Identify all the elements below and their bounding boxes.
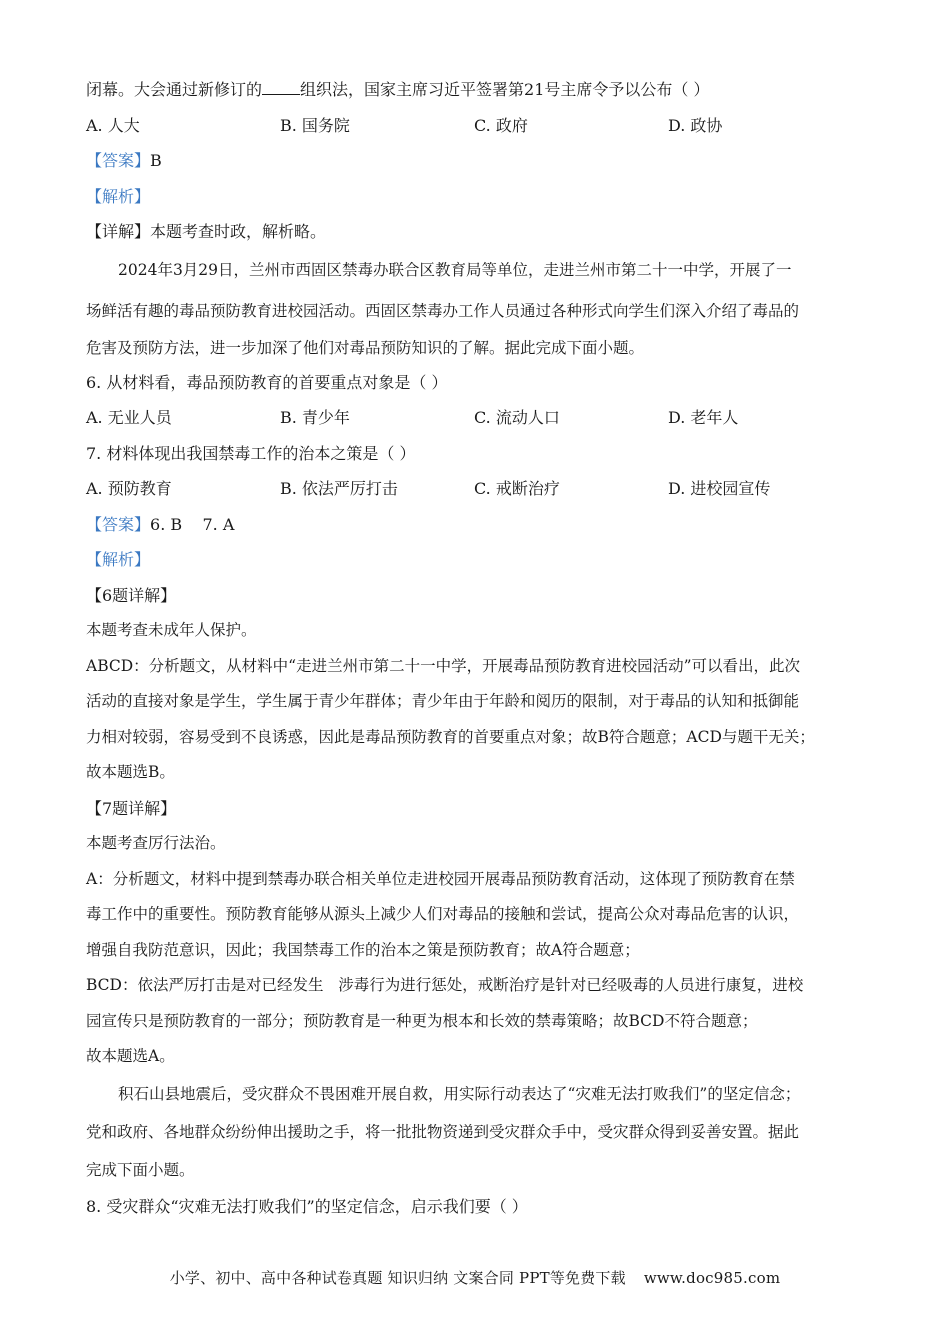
- q7-options: [86, 471, 866, 507]
- analysis-tag: 【解析】: [86, 550, 151, 569]
- detail7-line: 本题考查厉行法治。: [86, 834, 226, 852]
- q7-option-d: D. 进校园宣传: [668, 479, 771, 498]
- material1-line: 危害及预防方法，进一步加深了他们对毒品预防知识的了解。据此完成下面小题。: [86, 338, 645, 357]
- analysis-tag: 【解析】: [86, 186, 151, 206]
- answer-tag: 【答案】: [86, 514, 151, 534]
- q5-stem: [86, 72, 866, 108]
- q8-stem: 8. 受灾群众“灾难无法打败我们”的坚定信念，启示我们要（ ）: [86, 1196, 528, 1216]
- material1-line: 场鲜活有趣的毒品预防教育进校园活动。西固区禁毒办工作人员通过各种形式向学生们深入介绍了毒品的: [86, 301, 800, 320]
- footer-url[interactable]: www.doc985.com: [643, 1269, 781, 1287]
- detail6-line: 活动的直接对象是学生，学生属于青少年群体；青少年由于年龄和阅历的限制，对于毒品的认知和抵御能: [86, 692, 800, 710]
- material1-line: 2024年3月29日，兰州市西固区禁毒办联合区教育局等单位，走进兰州市第二十一中学，开展了一: [118, 260, 792, 279]
- detail7-heading: 【7题详解】: [86, 798, 177, 818]
- detail7-line: A：分析题文，材料中提到禁毒办联合相关单位走进校园开展毒品预防教育活动，这体现了预防教育在禁: [86, 869, 795, 888]
- answer-value: 6. B 7. A: [150, 514, 235, 534]
- q7-option-a: A. 预防教育: [86, 479, 172, 498]
- detail6-line: 力相对较弱，容易受到不良诱惑，因此是毒品预防教育的首要重点对象；故B符合题意；ACD与题干无关；: [86, 727, 815, 746]
- q6-7-analysis: [86, 542, 866, 578]
- q6-option-c: C. 流动人口: [474, 408, 560, 427]
- q7-option-b: B. 依法严厉打击: [280, 479, 398, 498]
- answer-value: B: [150, 151, 162, 170]
- q6-7-answer: [86, 507, 866, 543]
- q7-option-c: C. 戒断治疗: [474, 479, 560, 498]
- detail7-line: 毒工作中的重要性。预防教育能够从源头上减少人们对毒品的接触和尝试，提高公众对毒品危害的认识，: [86, 905, 800, 923]
- detail7-line: 故本题选A。: [86, 1047, 175, 1065]
- q7-stem: 7. 材料体现出我国禁毒工作的治本之策是（ ）: [86, 443, 416, 463]
- detail7-line: 增强自我防范意识，因此；我国禁毒工作的治本之策是预防教育；故A符合题意；: [86, 940, 640, 959]
- page-footer: [0, 1267, 950, 1288]
- detail7-line: 园宣传只是预防教育的一部分；预防教育是一种更为根本和长效的禁毒策略；故BCD不符合题意；: [86, 1011, 758, 1030]
- answer-tag: 【答案】: [86, 151, 151, 170]
- detail6-line: ABCD：分析题文，从材料中“走进兰州市第二十一中学，开展毒品预防教育进校园活动”可以看出，此次: [86, 656, 801, 675]
- q6-option-b: B. 青少年: [280, 408, 350, 427]
- material2-line: 积石山县地震后，受灾群众不畏困难开展自救，用实际行动表达了“灾难无法打败我们”的坚定信念；: [118, 1084, 801, 1103]
- q6-options: [86, 400, 866, 436]
- q5-option-c: C. 政府: [474, 115, 528, 135]
- material2-line: 完成下面小题。: [86, 1160, 195, 1179]
- q5-option-d: D. 政协: [668, 115, 723, 135]
- q5-option-a: A. 人大: [86, 115, 140, 135]
- detail6-line: 本题考查未成年人保护。: [86, 621, 257, 639]
- q5-option-b: B. 国务院: [280, 115, 350, 135]
- detail6-heading: 【6题详解】: [86, 585, 177, 605]
- fill-blank: [262, 80, 300, 95]
- detail6-line: 故本题选B。: [86, 763, 175, 781]
- q5-stem-after: 组织法，国家主席习近平签署第21号主席令予以公布（ ）: [300, 80, 710, 99]
- document-body: [86, 72, 866, 1224]
- q5-stem-before: 闭幕。大会通过新修订的: [86, 80, 263, 99]
- material2-line: 党和政府、各地群众纷纷伸出援助之手，将一批批物资递到受灾群众手中，受灾群众得到妥善安置。据此: [86, 1122, 800, 1141]
- q5-answer: [86, 143, 866, 179]
- q6-option-d: D. 老年人: [668, 408, 739, 427]
- q5-detail: 【详解】本题考查时政，解析略。: [86, 222, 327, 241]
- q5-analysis: [86, 179, 866, 215]
- q6-stem: 6. 从材料看，毒品预防教育的首要重点对象是（ ）: [86, 372, 448, 392]
- detail7-line: BCD：依法严厉打击是对已经发生 涉毒行为进行惩处，戒断治疗是针对已经吸毒的人员进行康复，进校: [86, 976, 804, 994]
- q6-option-a: A. 无业人员: [86, 408, 172, 427]
- q5-options: [86, 108, 866, 144]
- footer-text: 小学、初中、高中各种试卷真题 知识归纳 文案合同 PPT等免费下载: [169, 1269, 626, 1287]
